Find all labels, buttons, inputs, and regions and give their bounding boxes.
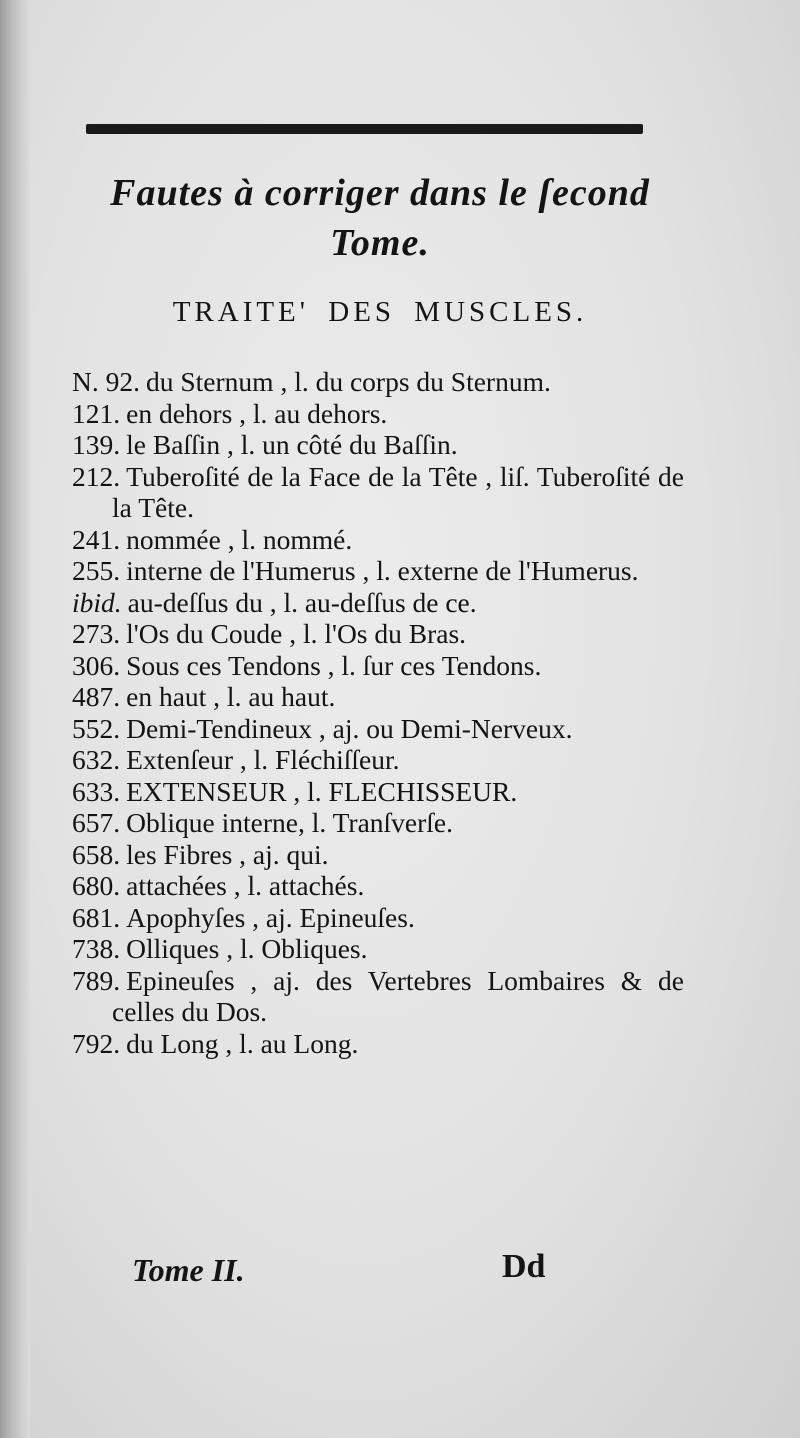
errata-item [72, 587, 684, 619]
errata-item [72, 965, 684, 1028]
page-ref: 241. [72, 523, 121, 555]
page-ref: 306. [72, 649, 121, 681]
page-ref: 273. [72, 618, 121, 649]
header-rule [86, 124, 643, 134]
correction-text: Apophyſes , aj. Epineuſes. [126, 901, 415, 933]
errata-item [72, 776, 684, 808]
errata-item [72, 461, 684, 524]
correction-text: Extenſeur , l. Fléchiſſeur. [126, 744, 400, 775]
correction-text: Sous ces Tendons , l. ſur ces Tendons. [126, 649, 542, 681]
page-ref: 552. [72, 712, 121, 744]
page-ref: 658. [72, 838, 121, 870]
errata-item [72, 713, 684, 745]
page-binding-edge [0, 0, 30, 1438]
correction-text: EXTENSEUR , l. FLECHISSEUR. [126, 775, 518, 807]
page-ref: 632. [72, 744, 121, 775]
page-ref: ibid. [72, 586, 122, 618]
correction-text: interne de l'Humerus , l. externe de l'Humerus. [126, 555, 639, 586]
correction-text: Demi-Tendineux , aj. ou Demi-Nerveux. [126, 712, 573, 744]
correction-text: au-deſſus du , l. au-deſſus de ce. [127, 586, 477, 618]
page-ref: 633. [72, 775, 121, 807]
title-line-1: Fautes à corriger dans le ſecond [110, 172, 650, 214]
footer-volume: Tome II. [132, 1252, 245, 1288]
page-ref: 487. [72, 681, 121, 712]
correction-text: Tuberoſité de la Face de la Tête , liſ. Tuberoſité de la Tête. [112, 460, 684, 523]
errata-item [72, 618, 684, 650]
correction-text: les Fibres , aj. qui. [126, 838, 329, 870]
correction-text: attachées , l. attachés. [126, 870, 365, 901]
correction-text: nommée , l. nommé. [126, 523, 353, 555]
errata-item [72, 681, 684, 713]
correction-text: Epineuſes , aj. des Vertebres Lombaires & de celles du Dos. [112, 964, 684, 1027]
title-line-2: Tome. [330, 222, 430, 264]
page-ref: 212. [72, 460, 121, 492]
page-ref: 657. [72, 807, 121, 838]
correction-text: en dehors , l. au dehors. [126, 397, 388, 429]
errata-item [72, 902, 684, 934]
errata-list [72, 366, 684, 1059]
page-ref: 792. [72, 1027, 121, 1059]
errata-item [72, 524, 684, 556]
correction-text: Oblique interne, l. Tranſverſe. [126, 807, 454, 838]
errata-item [72, 839, 684, 871]
correction-text: en haut , l. au haut. [126, 681, 336, 712]
errata-item [72, 429, 684, 461]
page-ref: 121. [72, 397, 121, 429]
page-ref: 789. [72, 964, 121, 996]
section-heading: TRAITE' DES MUSCLES. [172, 296, 588, 328]
page-title [60, 168, 700, 268]
page-ref: 680. [72, 870, 121, 901]
page-ref: 139. [72, 429, 121, 460]
errata-item [72, 744, 684, 776]
errata-item [72, 870, 684, 902]
errata-item [72, 807, 684, 839]
page-ref: 738. [72, 933, 121, 964]
page-ref: 681. [72, 901, 121, 933]
correction-text: du Sternum , l. du corps du Sternum. [146, 366, 551, 397]
errata-item [72, 1028, 684, 1060]
errata-item [72, 366, 684, 398]
errata-item [72, 933, 684, 965]
correction-text: Olliques , l. Obliques. [126, 933, 368, 964]
errata-item [72, 555, 684, 587]
correction-text: le Baſſin , l. un côté du Baſſin. [126, 429, 458, 460]
errata-item [72, 650, 684, 682]
page-ref: 255. [72, 555, 121, 586]
correction-text: l'Os du Coude , l. l'Os du Bras. [126, 618, 467, 649]
footer-signature: Dd [502, 1248, 546, 1285]
correction-text: du Long , l. au Long. [126, 1027, 359, 1059]
page-ref: N. 92. [72, 366, 140, 397]
errata-item [72, 398, 684, 430]
